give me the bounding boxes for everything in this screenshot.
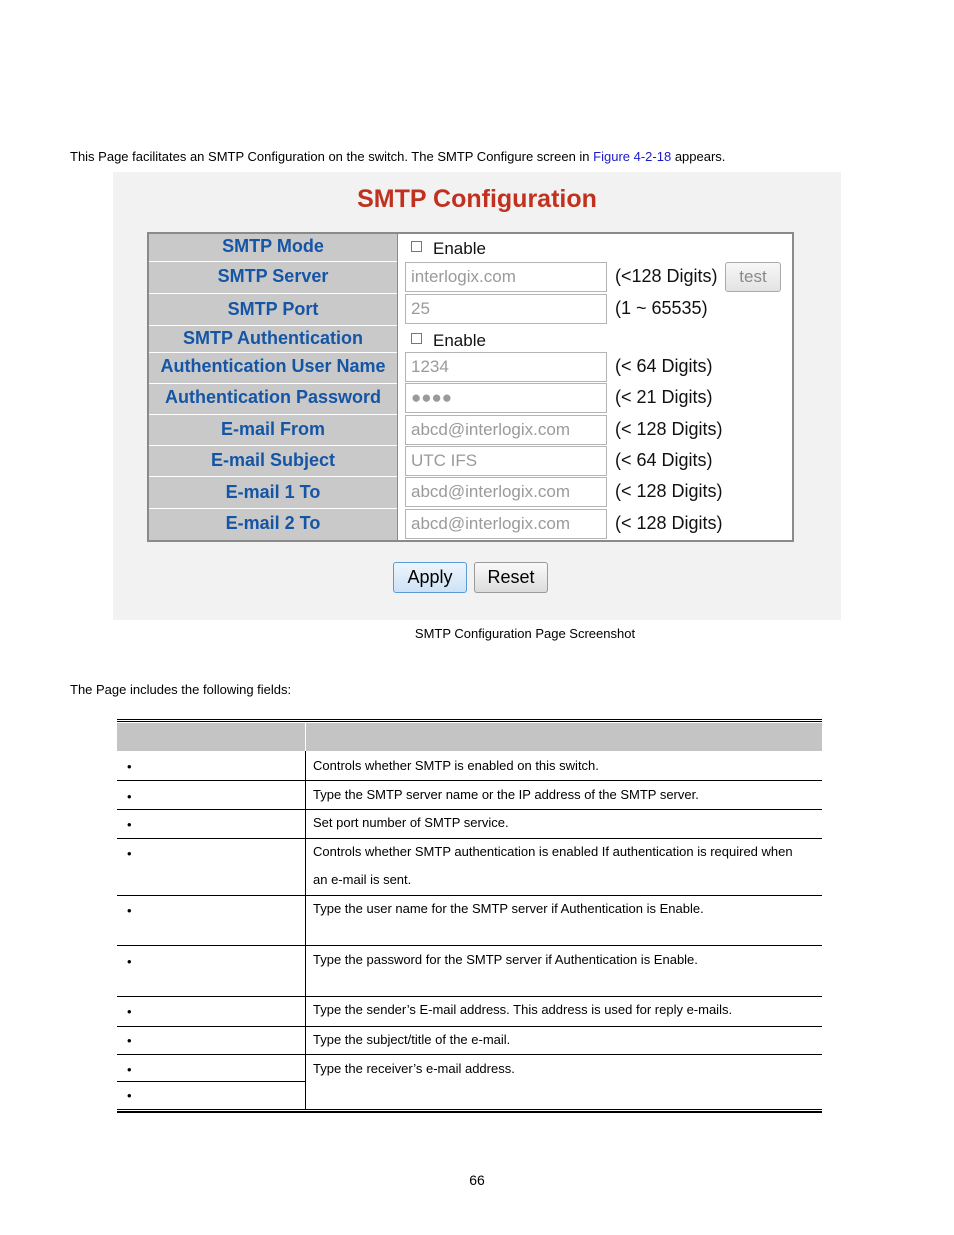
- field-description: Type the receiver’s e-mail address.: [313, 1061, 515, 1076]
- row-smtp-mode: [149, 234, 792, 261]
- header-separator: [305, 723, 306, 751]
- smtp-port-label: SMTP Port: [227, 299, 319, 319]
- auth-user-name-input[interactable]: 1234: [405, 352, 607, 382]
- intro-paragraph: [70, 149, 725, 165]
- field-description: Set port number of SMTP service.: [313, 815, 509, 830]
- smtp-authentication-checkbox[interactable]: [411, 333, 422, 344]
- smtp-server-input[interactable]: interlogix.com: [405, 262, 607, 292]
- smtp-mode-enable-label: Enable: [433, 239, 486, 258]
- field-description: Controls whether SMTP authentication is enabled If authentication is required when an e-mail is sent.: [313, 844, 793, 887]
- row-email-1-to: [149, 476, 792, 508]
- field-description: Type the password for the SMTP server if Authentication is Enable.: [313, 952, 698, 967]
- reset-button[interactable]: Reset: [474, 562, 548, 593]
- bullet: •: [127, 846, 132, 861]
- smtp-port-input[interactable]: 25: [405, 294, 607, 324]
- smtp-port-hint: (1 ~ 65535): [615, 298, 708, 318]
- row-separator: [149, 293, 397, 294]
- row-smtp-server: [149, 261, 792, 293]
- column-divider: [305, 751, 306, 1109]
- intro-text-after: appears.: [671, 149, 726, 164]
- email-2-to-hint: (< 128 Digits): [615, 513, 723, 533]
- email-1-to-label: E-mail 1 To: [225, 482, 321, 502]
- table-top-rule: [117, 719, 822, 722]
- table-bottom-rule: [117, 1109, 822, 1113]
- figure-caption: SMTP Configuration Page Screenshot: [414, 626, 636, 641]
- table-header: [117, 723, 822, 751]
- auth-password-hint: (< 21 Digits): [615, 387, 713, 407]
- row-smtp-port: [149, 293, 792, 325]
- smtp-config-table: [147, 232, 794, 542]
- bullet: •: [127, 1033, 132, 1048]
- panel-title: SMTP Configuration: [357, 185, 597, 213]
- row-separator: [149, 325, 397, 326]
- email-subject-label: E-mail Subject: [210, 450, 336, 470]
- bullet: •: [127, 954, 132, 969]
- row-separator: [149, 383, 397, 384]
- smtp-server-hint: (<128 Digits): [615, 266, 718, 286]
- email-1-to-input[interactable]: abcd@interlogix.com: [405, 477, 607, 507]
- field-description: Type the subject/title of the e-mail.: [313, 1032, 511, 1047]
- row-email-2-to: [149, 508, 792, 540]
- row-separator: [149, 476, 397, 477]
- row-email-from: [149, 414, 792, 445]
- bullet: •: [127, 789, 132, 804]
- row-separator: [149, 508, 397, 509]
- bullet: •: [127, 1088, 132, 1103]
- email-2-to-input[interactable]: abcd@interlogix.com: [405, 509, 607, 539]
- email-subject-input[interactable]: UTC IFS: [405, 446, 607, 476]
- fields-intro: The Page includes the following fields:: [70, 682, 292, 697]
- intro-text-before: This Page facilitates an SMTP Configuration on the switch. The SMTP Configure screen in: [70, 149, 594, 164]
- bullet: •: [127, 1062, 132, 1077]
- page-number: 66: [469, 1172, 485, 1188]
- auth-password-input[interactable]: ●●●●: [405, 383, 607, 413]
- row-auth-user-name: [149, 352, 792, 383]
- field-description: Type the SMTP server name or the IP address of the SMTP server.: [313, 787, 699, 802]
- row-smtp-authentication: [149, 325, 792, 352]
- email-2-to-label: E-mail 2 To: [225, 513, 321, 533]
- test-button[interactable]: test: [725, 262, 781, 292]
- row-separator: [149, 261, 397, 262]
- apply-button[interactable]: Apply: [393, 562, 467, 593]
- auth-user-name-hint: (< 64 Digits): [615, 356, 713, 376]
- smtp-authentication-label: SMTP Authentication: [183, 328, 363, 348]
- row-separator: [149, 352, 397, 353]
- field-description: Type the sender’s E-mail address. This address is used for reply e-mails.: [313, 1002, 733, 1017]
- figure-link[interactable]: Figure 4-2-18: [593, 149, 672, 164]
- table-row-rule: [117, 1081, 305, 1082]
- email-from-input[interactable]: abcd@interlogix.com: [405, 415, 607, 445]
- row-auth-password: [149, 383, 792, 414]
- email-subject-hint: (< 64 Digits): [615, 450, 713, 470]
- row-separator: [149, 414, 397, 415]
- smtp-server-label: SMTP Server: [217, 266, 329, 286]
- field-description: Type the user name for the SMTP server if Authentication is Enable.: [313, 901, 704, 916]
- email-from-hint: (< 128 Digits): [615, 419, 723, 439]
- auth-user-name-label: Authentication User Name: [160, 356, 386, 376]
- bullet: •: [127, 903, 132, 918]
- smtp-authentication-enable-label: Enable: [433, 331, 486, 350]
- bullet: •: [127, 817, 132, 832]
- email-from-label: E-mail From: [220, 419, 326, 439]
- email-1-to-hint: (< 128 Digits): [615, 481, 723, 501]
- smtp-mode-label: SMTP Mode: [222, 236, 324, 256]
- row-email-subject: [149, 445, 792, 476]
- smtp-mode-checkbox[interactable]: [411, 241, 422, 252]
- auth-password-label: Authentication Password: [164, 387, 382, 407]
- bullet: •: [127, 759, 132, 774]
- bullet: •: [127, 1004, 132, 1019]
- row-separator: [149, 445, 397, 446]
- field-description: Controls whether SMTP is enabled on this switch.: [313, 758, 599, 773]
